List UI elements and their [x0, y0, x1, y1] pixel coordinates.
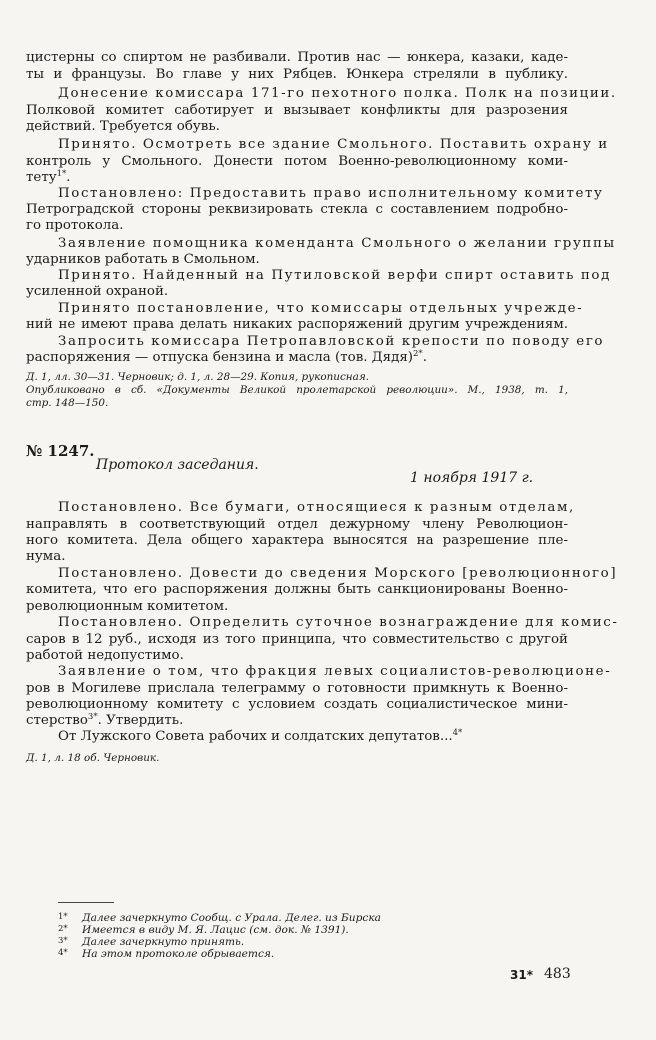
- text-line: [58, 729, 568, 745]
- footnote-mark: 4*: [58, 948, 68, 958]
- paragraph-start: Постановлено: Предоставить право исполнительному комитету: [58, 186, 604, 201]
- page-number: 483: [544, 966, 571, 982]
- text-line: революционным комитетом.: [26, 599, 229, 614]
- text-line: тету$^{1*}$.: [26, 169, 71, 185]
- paragraph-start: Заявление о том, что фракция левых социалистов-революционе-: [58, 664, 612, 679]
- line-text: стерство: [26, 713, 88, 728]
- source-note: стр. 148—150.: [26, 397, 109, 409]
- paragraph-start: Постановлено. Определить суточное вознаграждение для комис-: [58, 615, 619, 630]
- paragraph-start: Принято. Найденный на Путиловской верфи спирт оставить под: [58, 268, 611, 283]
- text-line: распоряжения — отпуска бензина и масла (тов. Дядя)$^{2*}$.: [26, 349, 427, 365]
- line-text: распоряжения — отпуска бензина и масла (тов. Дядя): [26, 350, 414, 365]
- paragraph-start: Запросить комиссара Петропавловской крепости по поводу его: [58, 334, 605, 349]
- footnote-mark: 1*: [58, 912, 68, 922]
- line-text: тету: [26, 170, 57, 185]
- text-line: ров в Могилеве прислала телеграмму о готовности примкнуть к Военно-: [26, 681, 568, 696]
- text-line: ударников работать в Смольном.: [26, 252, 260, 267]
- footnote-divider: [58, 902, 114, 903]
- footnote-ref: 2*: [413, 349, 423, 359]
- footnote-text: Имеется в виду М. Я. Лацис (см. док. № 1391).: [82, 924, 349, 936]
- footnote-text: Далее зачеркнуто Сообщ. с Урала. Делег. из Бирска: [82, 912, 381, 924]
- footnote-ref: 3*: [87, 712, 98, 722]
- footnote-ref: 1*: [56, 169, 67, 179]
- source-note: Д. 1, лл. 30—31. Черновик; д. 1, л. 28—29. Копия, рукописная.: [26, 371, 370, 383]
- paragraph-start: Постановлено. Довести до сведения Морского [революционного]: [58, 566, 618, 581]
- paragraph-start: Принято. Осмотреть все здание Смольного. Поставить охрану и: [58, 137, 609, 152]
- footnote-ref: 4*: [452, 728, 463, 738]
- text-line: усиленной охраной.: [26, 284, 169, 299]
- text-line: ного комитета. Дела общего характера выносятся на разрешение пле-: [26, 533, 568, 548]
- text-line: Полковой комитет саботирует и вызывает конфликты для разрозения: [26, 103, 568, 118]
- text-line: го протокола.: [26, 218, 124, 233]
- document-number: № 1247.: [26, 442, 95, 460]
- text-line: контроль у Смольного. Донести потом Военно-революционному коми-: [26, 154, 568, 169]
- text-line: Петроградской стороны реквизировать стекла с составлением подробно-: [26, 202, 568, 217]
- text-line: комитета, что его распоряжения должны быть санкционированы Военно-: [26, 582, 568, 597]
- signature-mark: 31*: [510, 968, 533, 982]
- footnote-mark: 3*: [58, 936, 68, 946]
- text-line: направлять в соответствующий отдел дежурному члену Революцион-: [26, 517, 568, 532]
- paragraph-start: Заявление помощника коменданта Смольного о желании группы: [58, 236, 616, 251]
- footnote-text: На этом протоколе обрывается.: [82, 948, 275, 960]
- text-line: цистерны со спиртом не разбивали. Против нас — юнкера, казаки, каде-: [26, 50, 568, 65]
- paragraph-start: Донесение комиссара 171-го пехотного полка. Полк на позиции.: [58, 86, 617, 101]
- line-text: . Утвердить.: [97, 713, 184, 728]
- text-line: действий. Требуется обувь.: [26, 119, 220, 134]
- source-note: Опубликовано в сб. «Документы Великой пролетарской революции». М., 1938, т. 1,: [26, 384, 568, 396]
- paragraph-start: Постановлено. Все бумаги, относящиеся к разным отделам,: [58, 500, 575, 515]
- document-title: Протокол заседания.: [96, 457, 259, 473]
- text-line: ний не имеют права делать никаких распоряжений другим учреждениям.: [26, 317, 568, 332]
- text-line: революционному комитету с условием создать социалистическое мини-: [26, 697, 568, 712]
- source-note: Д. 1, л. 18 об. Черновик.: [26, 752, 160, 764]
- line-text: От Лужского Совета рабочих и солдатских депутатов...: [58, 729, 453, 744]
- text-line: работой недопустимо.: [26, 648, 184, 663]
- text-line: ты и французы. Во главе у них Рябцев. Юнкера стреляли в публику.: [26, 67, 568, 82]
- text-line: нума.: [26, 549, 66, 564]
- document-date: 1 ноября 1917 г.: [410, 470, 534, 486]
- text-line: саров в 12 руб., исходя из того принципа, что совместительство с другой: [26, 632, 568, 647]
- text-line: [26, 713, 568, 729]
- paragraph-start: Принято постановление, что комиссары отдельных учрежде-: [58, 301, 584, 316]
- footnote-mark: 2*: [58, 924, 68, 934]
- footnote-text: Далее зачеркнуто принять.: [82, 936, 245, 948]
- footnote: [58, 947, 274, 960]
